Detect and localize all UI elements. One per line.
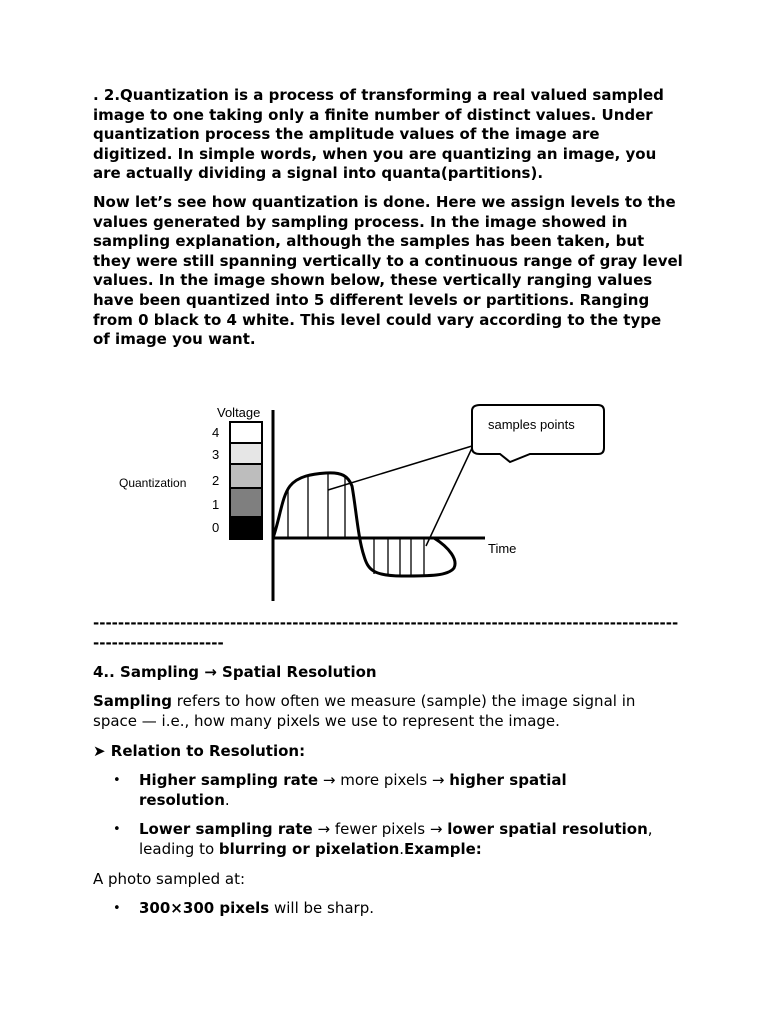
- example-resolution-term: 300×300 pixels: [139, 899, 270, 917]
- level-3-swatch: [230, 443, 262, 464]
- relation-heading: [93, 742, 693, 762]
- callout-pointer-2: [426, 448, 472, 546]
- example-resolution-text: will be sharp.: [269, 899, 375, 917]
- lower-rate-period: .: [399, 839, 405, 858]
- photo-line-text: A photo sampled at:: [93, 870, 246, 888]
- sampling-intro: [93, 692, 683, 731]
- voltage-label: Voltage: [217, 405, 261, 420]
- bullet-icon: •: [113, 822, 121, 838]
- level-label-1: 1: [212, 497, 220, 512]
- level-2-swatch: [230, 464, 262, 488]
- quantization-definition: . 2.Quantization is a process of transforming a real valued sampled image to one taking only a finite number of distinct values. Under quantization process the amplitude values of the image are digitized. In simple words, when you are quantizing an image, you are actually dividing a signal into quanta(partitions).: [93, 86, 664, 183]
- callout-text: samples points: [488, 417, 575, 432]
- resolution-list: [93, 771, 683, 859]
- level-0-swatch: [230, 517, 262, 539]
- section-4-heading: [93, 663, 693, 683]
- quantization-label: Quantization: [119, 476, 187, 490]
- level-label-0: 0: [212, 520, 220, 535]
- higher-rate-term: Higher sampling rate: [139, 771, 319, 789]
- lower-rate-term: Lower sampling rate: [139, 820, 313, 839]
- list-item: [93, 820, 683, 859]
- level-bar: [230, 422, 262, 539]
- level-4-swatch: [230, 422, 262, 443]
- callout-bubble: [472, 405, 604, 462]
- list-item: [93, 899, 683, 919]
- sample-lines-negative: [374, 538, 424, 576]
- sampling-term: Sampling: [93, 692, 172, 710]
- lower-rate-text-2: , leading to: [139, 820, 653, 858]
- photo-line: [93, 870, 693, 890]
- higher-rate-text: → more pixels →: [318, 771, 450, 789]
- level-label-3: 3: [212, 447, 220, 462]
- lower-resolution-term: lower spatial resolution: [447, 820, 648, 839]
- level-label-4: 4: [212, 425, 220, 440]
- signal-curve: [273, 473, 455, 576]
- time-label: Time: [488, 541, 517, 556]
- blurring-term: blurring or pixelation: [218, 839, 400, 858]
- callout-pointer-1: [328, 446, 472, 490]
- quantization-figure: [112, 398, 612, 608]
- sample-lines-positive: [288, 474, 345, 538]
- example-label: Example:: [404, 839, 482, 858]
- higher-rate-period: .: [224, 790, 230, 809]
- bullet-icon: •: [113, 773, 121, 788]
- sampling-definition: refers to how often we measure (sample) the image signal in space — i.e., how many pixels we use to represent the image.: [93, 692, 636, 730]
- quantization-explanation: Now let’s see how quantization is done. Here we assign levels to the values generated by sampling process. In the image showed in sampling explanation, although the samples has been taken, but they were still spanning vertically to a continuous range of gray level values. In the image shown below, these vertically ranging values have been quantized into 5 different levels or partitions. Ranging from 0 black to 4 white. This level could vary according to the type of image you want.: [93, 192, 683, 349]
- relation-heading-text: ➤ Relation to Resolution:: [93, 742, 306, 760]
- level-label-2: 2: [212, 473, 220, 488]
- higher-resolution-term: higher spatial resolution: [139, 771, 567, 809]
- section-divider: -------------------------------------------------------------------------------------------------------------------: [93, 614, 679, 652]
- section-2: [93, 86, 683, 350]
- level-1-swatch: [230, 488, 262, 517]
- example-list: [93, 899, 683, 919]
- list-item: [93, 771, 683, 810]
- quantization-diagram: [112, 398, 612, 608]
- lower-rate-text: → fewer pixels →: [312, 820, 448, 839]
- bullet-icon: •: [113, 901, 121, 916]
- section-4-title: 4.. Sampling → Spatial Resolution: [93, 663, 377, 681]
